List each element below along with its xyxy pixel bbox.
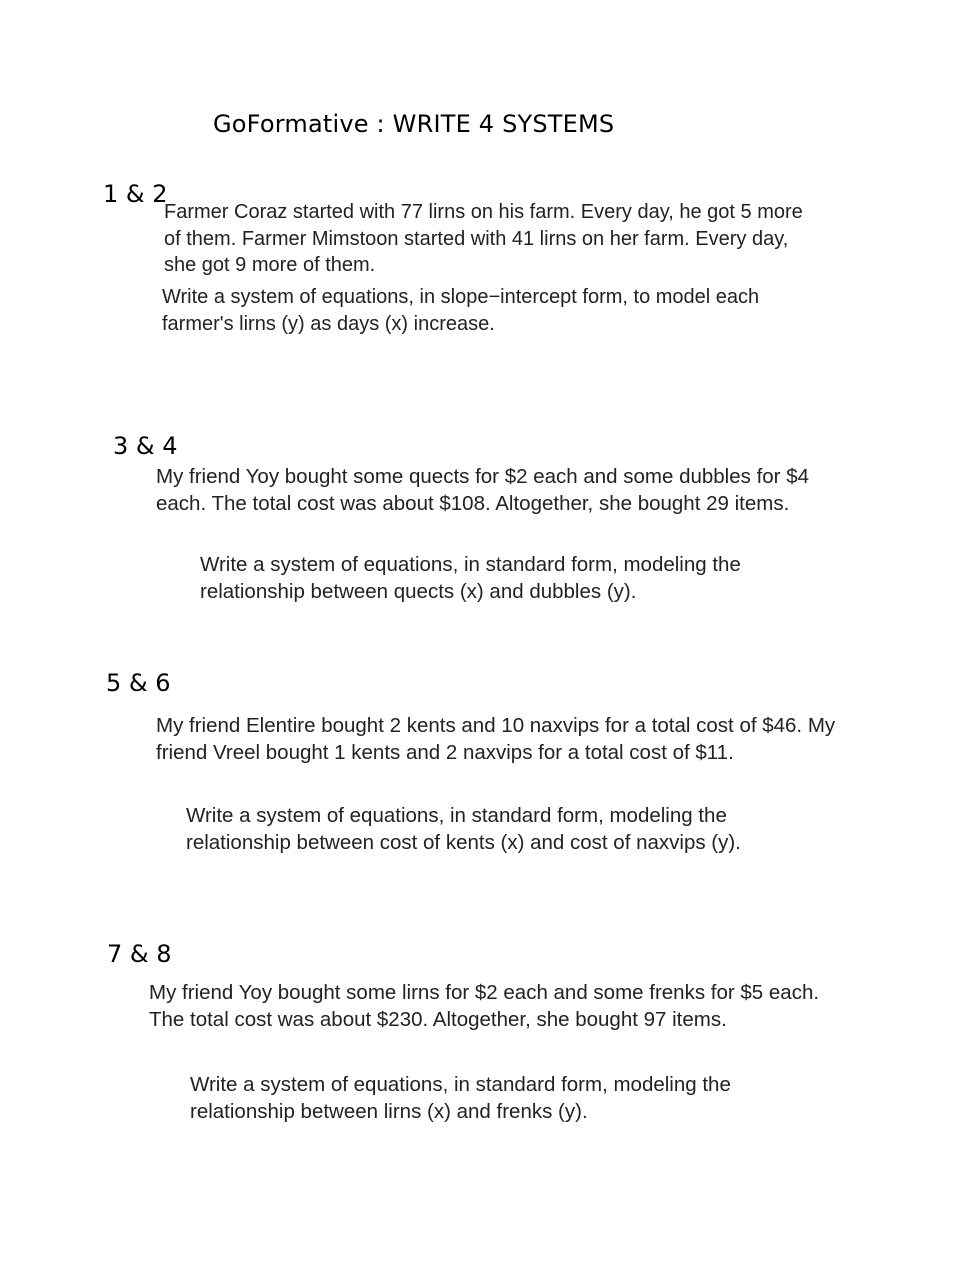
problem-scenario: My friend Elentire bought 2 kents and 10 naxvips for a total cost of $46. My friend Vreel bought 1 kents and 2 naxvips for a total cost of $11. (156, 714, 836, 764)
problem-number: 5 & 6 (106, 669, 171, 697)
problem-scenario: My friend Yoy bought some quects for $2 each and some dubbles for $4 each. The total cost was about $108. Altogether, she bought 29 items. (156, 465, 809, 515)
problem-task: Write a system of equations, in standard form, modeling the relationship between cost of kents (x) and cost of naxvips (y). (186, 804, 741, 854)
problem-number: 1 & 2 (103, 180, 168, 208)
problem-task: Write a system of equations, in standard form, modeling the relationship between lirns (x) and frenks (y). (190, 1073, 731, 1123)
problem-number: 7 & 8 (107, 940, 172, 968)
page-title: GoFormative : WRITE 4 SYSTEMS (213, 110, 615, 138)
problem-scenario: My friend Yoy bought some lirns for $2 each and some frenks for $5 each. The total cost was about $230. Altogether, she bought 97 items. (149, 981, 820, 1031)
problem-number: 3 & 4 (113, 432, 178, 460)
problem-scenario: Farmer Coraz started with 77 lirns on his farm. Every day, he got 5 more of them. Farmer Mimstoon started with 41 lirns on her farm. Every day, she got 9 more of them. (164, 201, 803, 276)
problem-task: Write a system of equations, in slope−intercept form, to model each farmer's lirns (y) as days (x) increase. (162, 286, 760, 335)
problem-task: Write a system of equations, in standard form, modeling the relationship between quects (x) and dubbles (y). (200, 553, 741, 603)
